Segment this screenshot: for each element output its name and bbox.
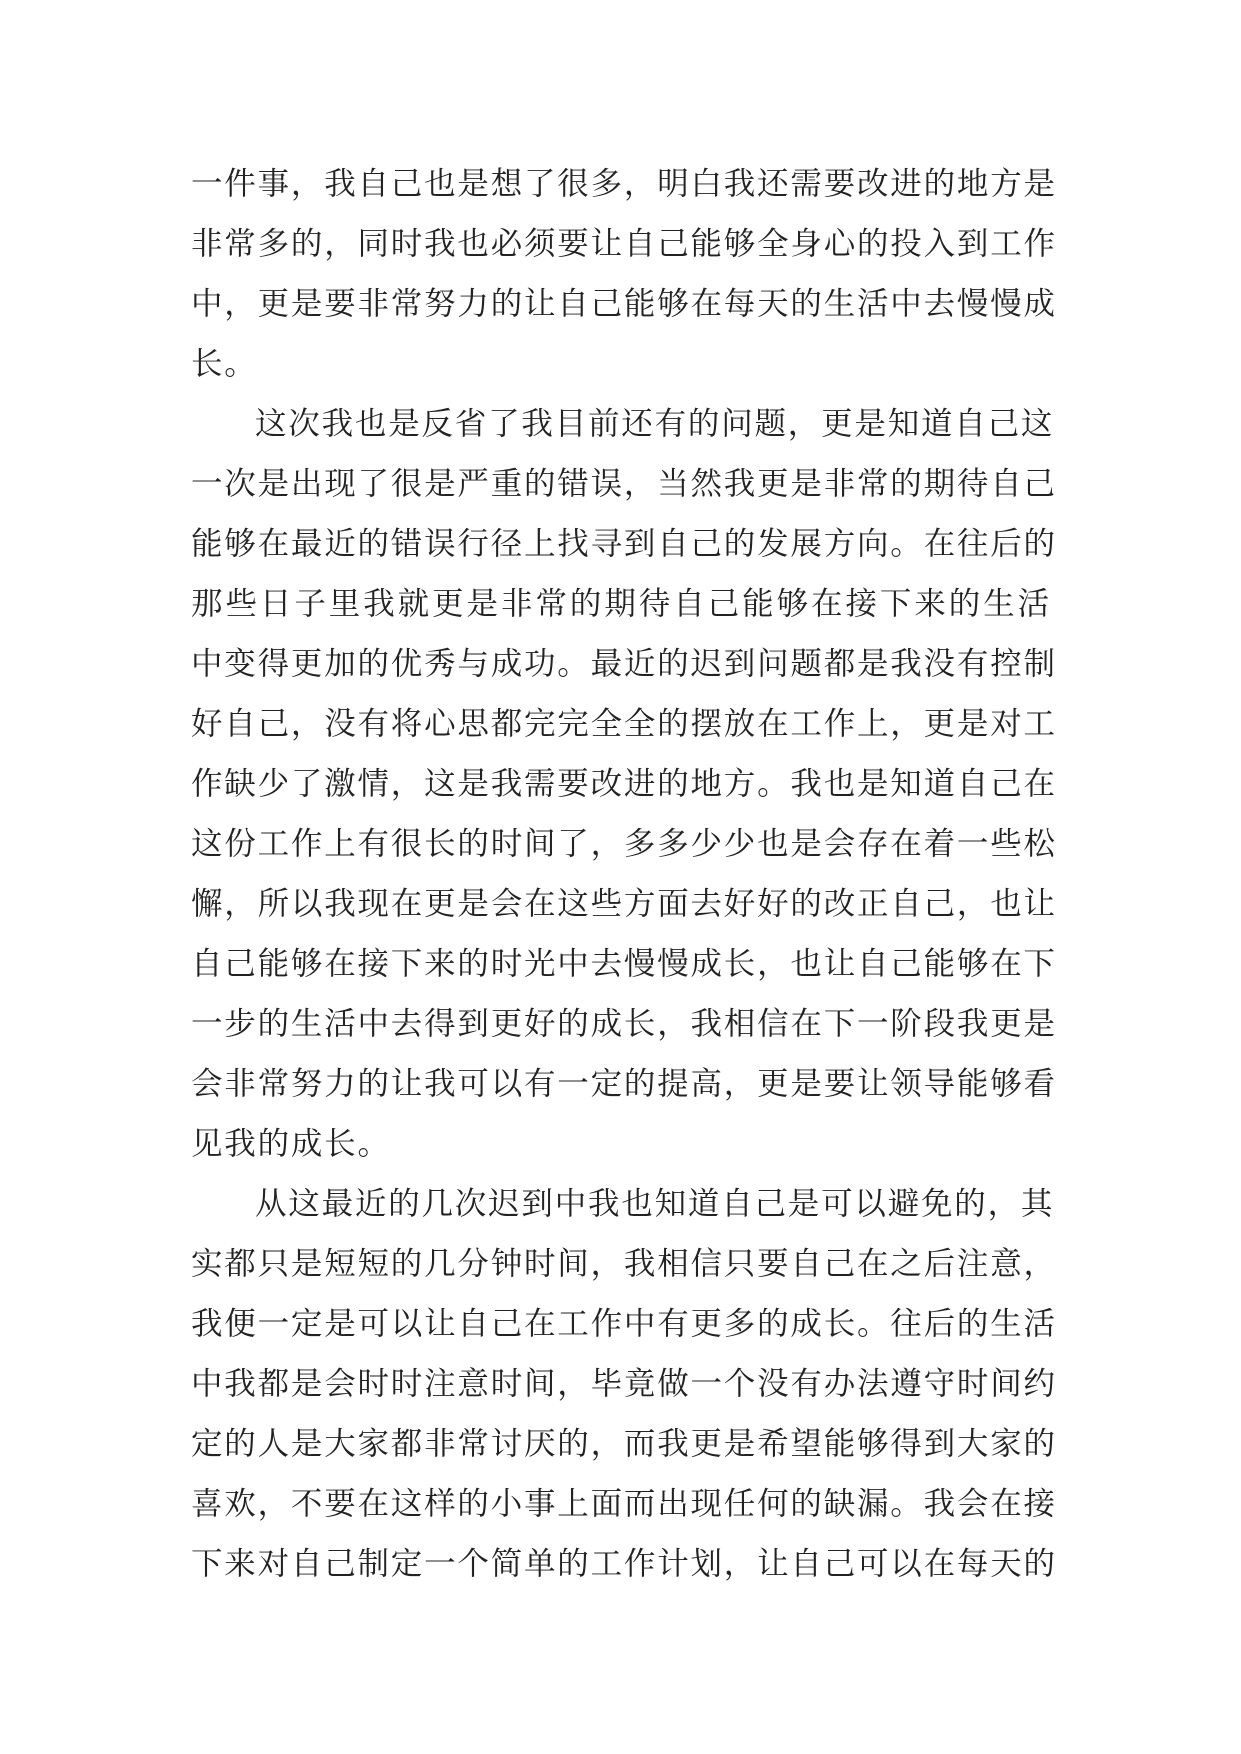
text-line: 好自己，没有将心思都完完全全的摆放在工作上，更是对工 (191, 706, 1057, 742)
text-line: 见我的成长。 (191, 1126, 391, 1162)
text-line: 我便一定是可以让自己在工作中有更多的成长。往后的生活 (191, 1306, 1057, 1342)
text-line: 一步的生活中去得到更好的成长，我相信在下一阶段我更是 (191, 1006, 1057, 1042)
text-line: 自己能够在接下来的时光中去慢慢成长，也让自己能够在下 (191, 946, 1057, 982)
paragraph-3 (191, 1174, 1057, 1594)
text-line: 懈，所以我现在更是会在这些方面去好好的改正自己，也让 (191, 886, 1057, 922)
document-body (191, 154, 1057, 1594)
text-line: 能够在最近的错误行径上找寻到自己的发展方向。在往后的 (191, 526, 1057, 562)
text-line: 喜欢，不要在这样的小事上面而出现任何的缺漏。我会在接 (191, 1486, 1057, 1522)
text-line: 那些日子里我就更是非常的期待自己能够在接下来的生活 (191, 586, 1051, 622)
text-line: 非常多的，同时我也必须要让自己能够全身心的投入到工作 (191, 226, 1057, 262)
text-line: 中我都是会时时注意时间，毕竟做一个没有办法遵守时间约 (191, 1366, 1057, 1402)
paragraph-2 (191, 394, 1057, 1174)
text-line: 一件事，我自己也是想了很多，明白我还需要改进的地方是 (191, 166, 1057, 202)
text-line: 这份工作上有很长的时间了，多多少少也是会存在着一些松 (191, 826, 1057, 862)
text-line: 下来对自己制定一个简单的工作计划，让自己可以在每天的 (191, 1546, 1057, 1582)
text-line: 中，更是要非常努力的让自己能够在每天的生活中去慢慢成 (191, 286, 1057, 322)
text-line: 作缺少了激情，这是我需要改进的地方。我也是知道自己在 (191, 766, 1057, 802)
text-line: 从这最近的几次迟到中我也知道自己是可以避免的，其 (255, 1186, 1055, 1222)
text-line: 中变得更加的优秀与成功。最近的迟到问题都是我没有控制 (191, 646, 1057, 682)
text-line: 会非常努力的让我可以有一定的提高，更是要让领导能够看 (191, 1066, 1057, 1102)
text-line: 实都只是短短的几分钟时间，我相信只要自己在之后注意， (191, 1246, 1057, 1282)
text-line: 这次我也是反省了我目前还有的问题，更是知道自己这 (255, 406, 1055, 442)
text-line: 定的人是大家都非常讨厌的，而我更是希望能够得到大家的 (191, 1426, 1057, 1462)
text-line: 一次是出现了很是严重的错误，当然我更是非常的期待自己 (191, 466, 1057, 502)
paragraph-1 (191, 154, 1057, 394)
text-line: 长。 (191, 346, 258, 382)
